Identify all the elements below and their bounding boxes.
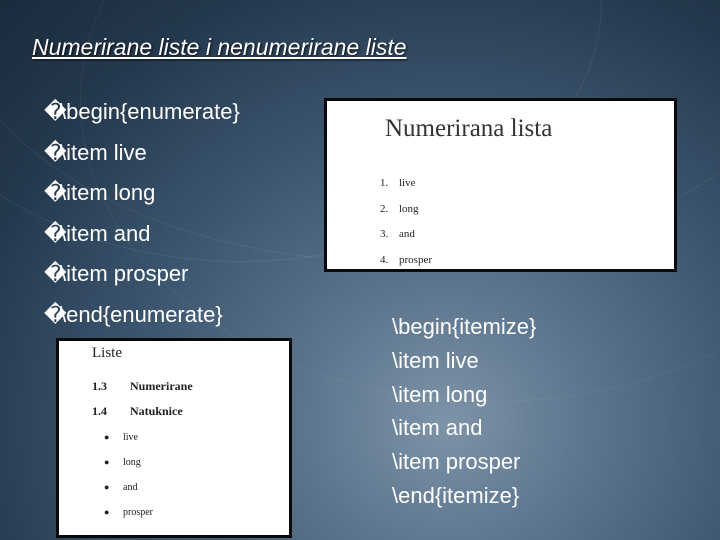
code-line: \item long [392, 381, 488, 407]
list-item: ● live [104, 425, 153, 450]
bullet-icon: ● [104, 457, 110, 467]
bullet-icon: ● [104, 432, 110, 442]
section-heading: 1.4 Natuknice [92, 404, 183, 418]
bullet-marker: � [44, 261, 67, 286]
bullet-marker: � [44, 180, 67, 205]
list-item: ● and [104, 475, 153, 500]
bullet-marker: � [44, 99, 67, 124]
itemize-code-block [392, 310, 536, 513]
preview-title: Liste [92, 345, 122, 361]
list-item: 1. live [380, 177, 416, 189]
section-heading: 1.3 Numerirane [92, 379, 193, 393]
bullet-marker: � [44, 139, 67, 165]
code-line: �\item live [44, 133, 240, 174]
bullet-marker: � [44, 301, 67, 327]
code-line: \item live [392, 347, 479, 373]
code-line: �\item long [44, 173, 240, 214]
itemize-preview-image [56, 338, 292, 538]
list-item: ● prosper [104, 500, 153, 525]
bullet-icon: ● [104, 507, 110, 517]
code-line: �\begin{enumerate} [44, 92, 240, 133]
code-line: �\end{enumerate} [44, 295, 240, 336]
preview-title: Numerirana lista [385, 115, 553, 142]
enumerate-preview-image [324, 98, 677, 272]
list-item: 3. and [380, 228, 415, 240]
code-line: \begin{itemize} [392, 314, 537, 339]
bullet-marker: � [44, 220, 67, 246]
bullet-icon: ● [104, 482, 110, 492]
code-line: \end{itemize} [392, 482, 520, 508]
list-item: 2. long [380, 202, 419, 215]
bullet-list [104, 425, 153, 525]
slide-title: Numerirane liste i nenumerirane liste [32, 34, 407, 60]
code-line: \item prosper [392, 449, 521, 475]
enumerate-code-block [44, 92, 240, 335]
numbered-list [380, 171, 432, 273]
code-line: �\item and [44, 214, 240, 255]
list-item: ● long [104, 450, 153, 475]
list-item: 4. prosper [380, 253, 432, 266]
code-line: �\item prosper [44, 254, 240, 295]
code-line: \item and [392, 415, 483, 441]
